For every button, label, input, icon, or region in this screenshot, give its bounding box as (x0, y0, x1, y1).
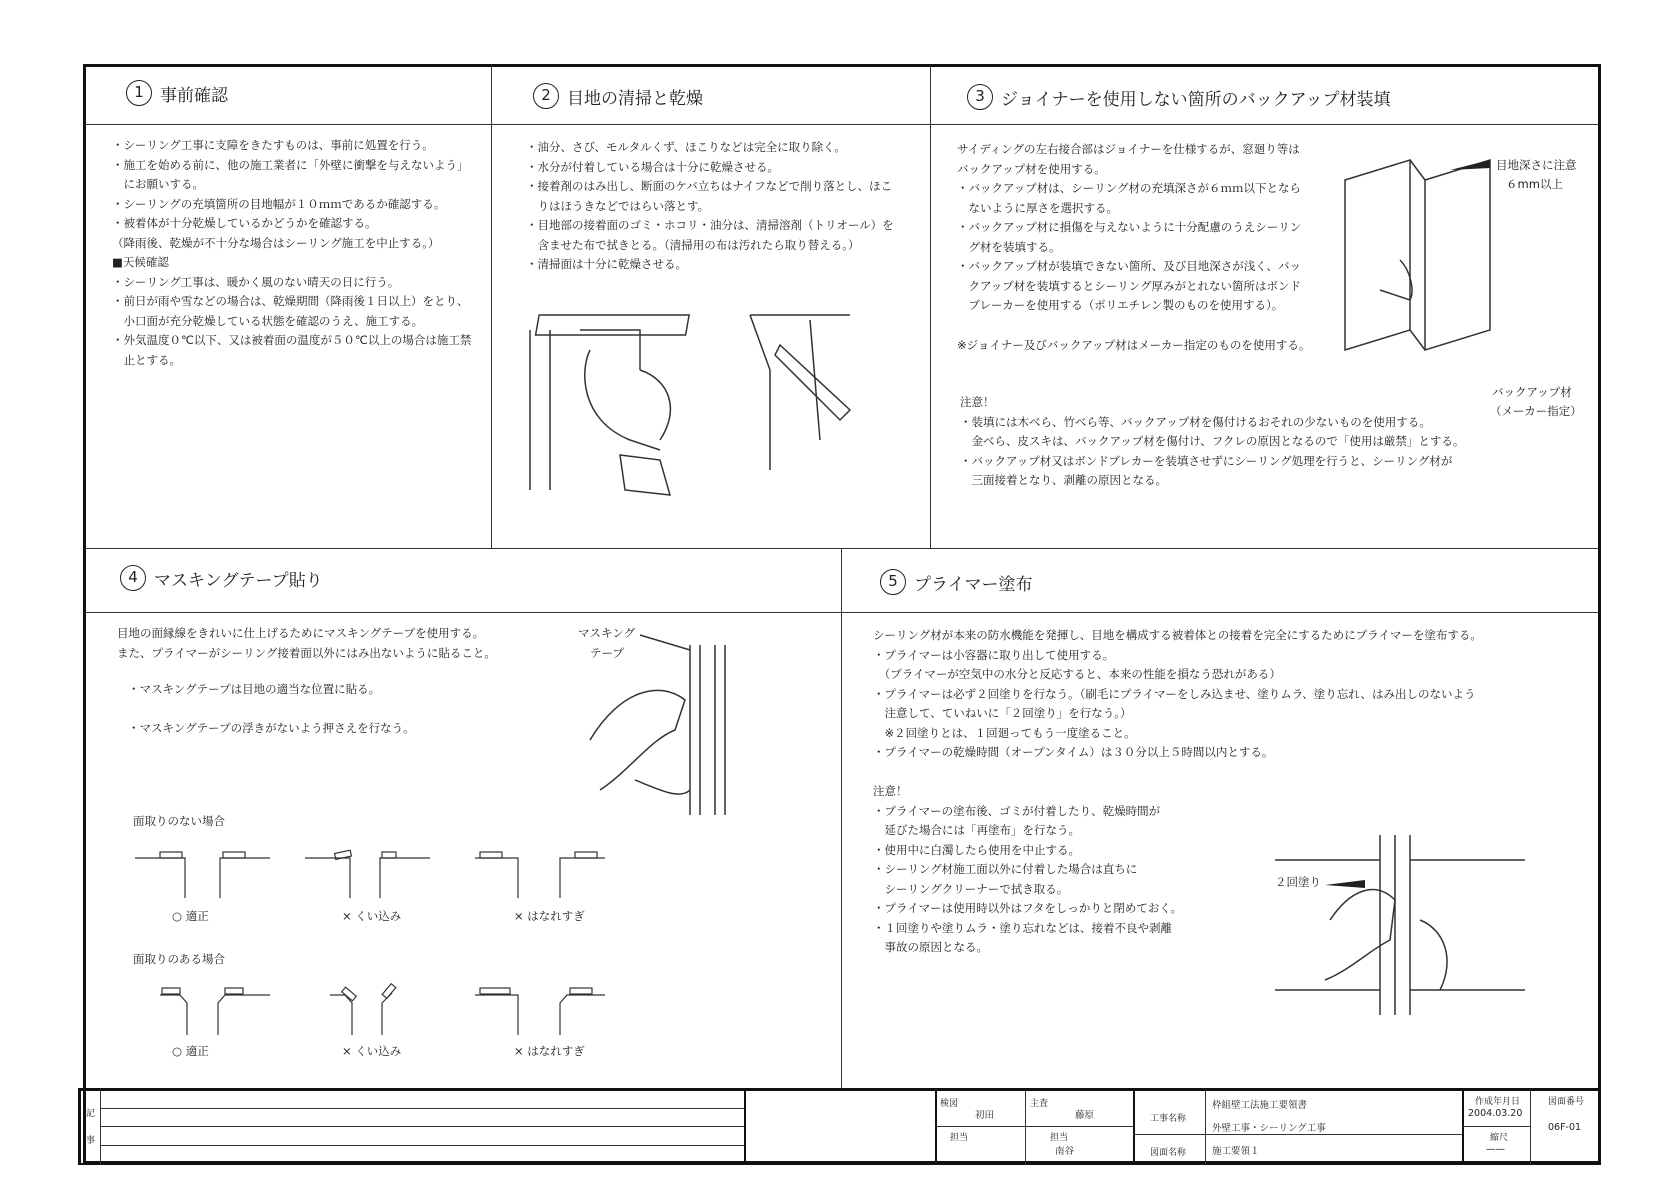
title-block-top (78, 1088, 1601, 1091)
section-4-body: 目地の面縁線をきれいに仕上げるためにマスキングテープを使用する。 また、プライマーがシーリング接着面以外にはみ出ないように貼ること。 (117, 626, 496, 660)
tb-div-h (1530, 1090, 1531, 1164)
project-label: 工事名称 (1150, 1114, 1187, 1124)
remarks-label-ji: 事 (86, 1136, 96, 1146)
tb-div-d (1025, 1090, 1026, 1164)
no-chamfer-bad-in: × くい込み (342, 909, 402, 923)
section-4-title (120, 565, 323, 591)
drawing-label: 図面名称 (1150, 1148, 1187, 1158)
sheet-number-label: 図面番号 (1548, 1097, 1585, 1107)
section-3-title (967, 84, 1390, 110)
scale-label: 縮尺 (1490, 1133, 1509, 1143)
with-chamfer-label: 面取りのある場合 (133, 952, 225, 966)
chamfer-bad-out: × はなれすぎ (514, 1044, 585, 1058)
tape-label-1: マスキング (578, 626, 636, 640)
section-5-number: 5 (880, 569, 906, 595)
section-2-number: 2 (533, 83, 559, 109)
tb-mid-2 (1133, 1134, 1462, 1135)
chamfer-bad-in: × くい込み (342, 1044, 402, 1058)
tb-left-edge (78, 1088, 81, 1164)
section-1-heading: 事前確認 (160, 85, 228, 106)
check-name: 初田 (975, 1110, 995, 1121)
no-chamfer-ok: ○ 適正 (172, 909, 209, 923)
divider-2-3 (930, 66, 931, 548)
project-line-2: 外壁工事・シーリング工事 (1212, 1123, 1326, 1134)
divider-top-bottom (85, 548, 1599, 549)
section-3-body: サイディングの左右接合部はジョイナーを仕様するが、窓廻り等は バックアップ材を使用する。 ・バックアップ材は、シーリング材の充填深さが６ｍｍ以下となら ないように厚さを選択する。 ・バックアップ材に損傷を与えないように十分配慮のうえシーリン グ材を装填する。 ・バックアップ材が装填できない箇所、及び目地深さが浅く、バッ クアップ材を装填するとシーリング厚みがとれない箇所はボンド ブレーカーを使用する（ポリエチレン製のものを使用する）。 (957, 142, 1302, 312)
chamfer-ok: ○ 適正 (172, 1044, 209, 1058)
charge2-label: 担当 (1050, 1133, 1069, 1143)
header-line-1 (85, 124, 1599, 125)
tb-div-f (1205, 1090, 1206, 1164)
tb-div-e (1133, 1090, 1135, 1164)
tb-bottom (78, 1163, 1601, 1165)
tb-row-b (100, 1126, 744, 1127)
chief-label: 主査 (1030, 1099, 1049, 1109)
date-value: 2004.03.20 (1468, 1108, 1523, 1119)
section-3-number: 3 (967, 84, 993, 110)
depth-label-2: ６mm以上 (1506, 177, 1563, 191)
tape-label-2: テープ (590, 646, 624, 660)
depth-label-1: 目地深さに注意 (1496, 158, 1577, 172)
joint-diagrams-no-chamfer (130, 848, 630, 908)
section-2-heading: 目地の清掃と乾燥 (567, 88, 703, 109)
tb-mid-1 (935, 1126, 1133, 1127)
section-5-heading: プライマー塗布 (914, 574, 1033, 595)
twice-coat-label: ２回塗り (1275, 875, 1321, 889)
backup-label-2: （メーカー指定） (1490, 404, 1582, 418)
section-5-body: シーリング材が本来の防水機能を発揮し、目地を構成する被着体との接着を完全にするためにプライマーを塗布する。 ・プライマーは小容器に取り出して使用する。 （プライマーが空気中の水分と反応すると、本来の性能を損なう恐れがある） ・プライマーは必ず２回塗りを行なう。（刷毛にプライマーをしみ込ませ、塗りムラ、塗り忘れ、はみ出しのないよう 注意して、ていねいに「２回塗り」を行なう。） ※２回塗りとは、１回廻ってもう一度塗ること。 ・プライマーの乾燥時間（オープンタイム）は３０分以上５時間以内とする。 (873, 628, 1482, 759)
section-2-body: ・油分、さび、モルタルくず、ほこりなどは完全に取り除く。 ・水分が付着している場合は十分に乾燥させる。 ・接着剤のはみ出し、断面のケバ立ちはナイフなどで削り落とし、ほこ りはほうきなどではらい落とす。 ・目地部の接着面のゴミ・ホコリ・油分は、清掃溶剤（トリオール）を 含ませた布で拭きとる。（清掃用の布は汚れたら取り替える。） ・清掃面は十分に乾燥させる。 (526, 140, 894, 271)
tb-div-b (744, 1090, 746, 1164)
tb-div-c (935, 1090, 937, 1164)
joint-diagrams-chamfer (130, 985, 630, 1045)
no-chamfer-label: 面取りのない場合 (133, 814, 225, 828)
cleaning-illustration (520, 310, 920, 530)
primer-illustration (1270, 830, 1530, 1020)
no-chamfer-bad-out: × はなれすぎ (514, 909, 585, 923)
scale-value: —— (1486, 1144, 1505, 1155)
section-1-title (126, 80, 228, 106)
charge-label: 担当 (950, 1133, 969, 1143)
backup-label-1: バックアップ材 (1492, 385, 1572, 399)
header-line-2 (85, 612, 1599, 613)
section-3-caution: 注意！ ・装填には木べら、竹べら等、バックアップ材を傷付けるおそれの少ないものを使用する。 金べら、皮スキは、バックアップ材を傷付け、フクレの原因となるので「使用は厳禁」とする。 ・バックアップ材又はボンドブレカーを装填させずにシーリング処理を行うと、シーリング材が 三面接着となり、剥離の原因となる。 (960, 395, 1465, 487)
section-5-title (880, 569, 1033, 595)
section-1-body: ・シーリング工事に支障をきたすものは、事前に処置を行う。 ・施工を始める前に、他の施工業者に「外壁に衝撃を与えないよう」 にお願いする。 ・シーリングの充填箇所の目地幅が１０ｍｍであるか確認する。 ・被着体が十分乾燥しているかどうかを確認する。 （降雨後、乾燥が不十分な場合はシーリング施工を中止する。） ■天候確認 ・シーリング工事は、暖かく風のない晴天の日に行う。 ・前日が雨や雪などの場合は、乾燥期間（降雨後１日以上）をとり、 小口面が充分乾燥している状態を確認のうえ、施工する。 ・外気温度０℃以下、又は被着面の温度が５０℃以上の場合は施工禁 止とする。 (112, 138, 472, 367)
backup-material-illustration (1340, 160, 1540, 380)
section-3-note: ※ジョイナー及びバックアップ材はメーカー指定のものを使用する。 (957, 338, 1311, 352)
date-label: 作成年月日 (1475, 1097, 1521, 1107)
project-line-1: 枠組壁工法施工要領書 (1212, 1100, 1308, 1111)
section-1-number: 1 (126, 80, 152, 106)
chief-name: 藤原 (1075, 1110, 1095, 1121)
masking-tape-illustration (580, 630, 770, 820)
check-label: 検図 (940, 1099, 959, 1109)
section-4-bullet-2: ・マスキングテープの浮きがないよう押さえを行なう。 (128, 721, 415, 735)
tb-mid-3 (1462, 1126, 1530, 1127)
section-4-bullet-1: ・マスキングテープは目地の適当な位置に貼る。 (128, 682, 381, 696)
tb-div-a (100, 1090, 101, 1164)
tb-row-a (100, 1108, 744, 1109)
section-4-heading: マスキングテープ貼り (154, 570, 323, 591)
drawing-name: 施工要領１ (1212, 1146, 1260, 1157)
section-5-caution: 注意！ ・プライマーの塗布後、ゴミが付着したり、乾燥時間が 延びた場合には「再塗布」を行なう。 ・使用中に白濁したら使用を中止する。 ・シーリング材施工面以外に付着した場合は直ちに シーリングクリーナーで拭き取る。 ・プライマーは使用時以外はフタをしっかりと閉めておく。 ・１回塗りや塗りムラ・塗り忘れなどは、接着不良や剥離 事故の原因となる。 (873, 784, 1183, 954)
tb-div-g (1462, 1090, 1464, 1164)
remarks-label-ki: 記 (86, 1109, 96, 1119)
charge2-name: 南谷 (1055, 1146, 1075, 1157)
divider-4-5 (841, 548, 842, 1088)
section-4-number: 4 (120, 565, 146, 591)
divider-1-2 (491, 66, 492, 548)
tb-row-c (100, 1145, 744, 1146)
section-3-heading: ジョイナーを使用しない箇所のバックアップ材装填 (1001, 89, 1391, 110)
section-2-title (533, 83, 703, 109)
sheet-number: 06F-01 (1548, 1122, 1582, 1133)
